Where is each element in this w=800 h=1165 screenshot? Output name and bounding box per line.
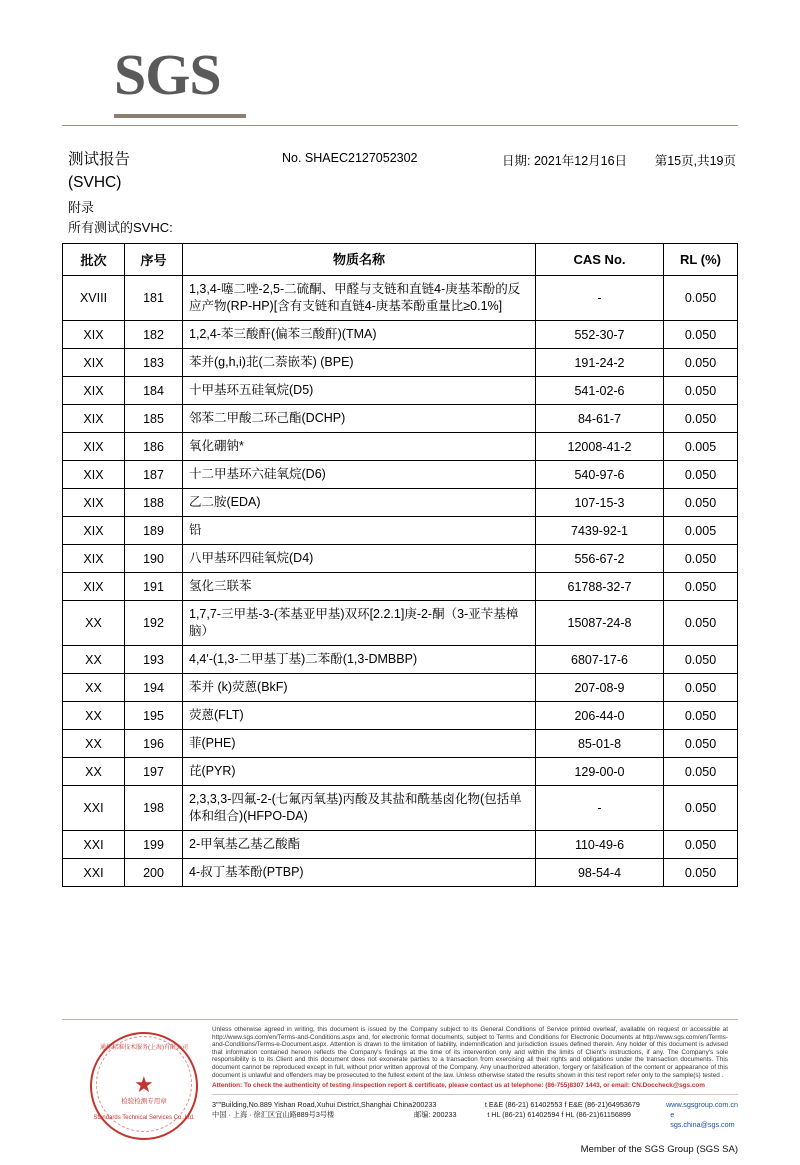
cell-batch: XX [63, 758, 125, 786]
cell-substance-name: 乙二胺(EDA) [183, 489, 536, 517]
cell-batch: XIX [63, 573, 125, 601]
cell-rl-value: 0.050 [664, 730, 738, 758]
company-stamp-icon [90, 1032, 202, 1144]
table-header-row [63, 244, 738, 276]
table-row [63, 349, 738, 377]
appendix-label: 附录 [68, 200, 95, 215]
cell-rl-value: 0.050 [664, 674, 738, 702]
address-en: 3""Building,No.889 Yishan Road,Xuhui District,Shanghai China [212, 1100, 413, 1110]
table-row [63, 601, 738, 646]
cell-batch: XXI [63, 786, 125, 831]
cell-cas-number: 15087-24-8 [536, 601, 664, 646]
cell-cas-number: - [536, 786, 664, 831]
cell-substance-name: 1,2,4-苯三酸酐(偏苯三酸酐)(TMA) [183, 321, 536, 349]
cell-rl-value: 0.050 [664, 349, 738, 377]
cell-substance-name: 十甲基环五硅氧烷(D5) [183, 377, 536, 405]
cell-batch: XIX [63, 461, 125, 489]
cell-rl-value: 0.050 [664, 489, 738, 517]
table-row [63, 831, 738, 859]
cell-rl-value: 0.050 [664, 573, 738, 601]
report-footer [0, 1019, 800, 1144]
table-row [63, 517, 738, 545]
cell-index: 192 [125, 601, 183, 646]
cell-index: 186 [125, 433, 183, 461]
page-title-line1: 测试报告 [68, 151, 131, 168]
column-header-index: 序号 [125, 244, 183, 276]
cell-cas-number: - [536, 276, 664, 321]
cell-cas-number: 98-54-4 [536, 859, 664, 887]
cell-substance-name: 邻苯二甲酸二环己酯(DCHP) [183, 405, 536, 433]
address-cn: 中国 · 上海 · 徐汇区宜山路889号3号楼 [212, 1110, 335, 1120]
cell-batch: XIX [63, 321, 125, 349]
cell-cas-number: 85-01-8 [536, 730, 664, 758]
cell-index: 191 [125, 573, 183, 601]
member-note: Member of the SGS Group (SGS SA) [580, 1144, 738, 1155]
cell-cas-number: 84-61-7 [536, 405, 664, 433]
cell-rl-value: 0.050 [664, 321, 738, 349]
cell-cas-number: 12008-41-2 [536, 433, 664, 461]
cell-batch: XIX [63, 349, 125, 377]
cell-substance-name: 八甲基环四硅氧烷(D4) [183, 545, 536, 573]
cell-index: 194 [125, 674, 183, 702]
cell-substance-name: 1,7,7-三甲基-3-(苯基亚甲基)双环[2.2.1]庚-2-酮（3-亚苄基樟脑） [183, 601, 536, 646]
cell-substance-name: 1,3,4-噻二唑-2,5-二硫酮、甲醛与支链和直链4-庚基苯酚的反应产物(RP-HP)[含有支链和直链4-庚基苯酚重量比≥0.1%] [183, 276, 536, 321]
table-row [63, 573, 738, 601]
cell-rl-value: 0.050 [664, 461, 738, 489]
cell-index: 198 [125, 786, 183, 831]
footer-address-divider [212, 1094, 738, 1095]
cell-substance-name: 菲(PHE) [183, 730, 536, 758]
cell-cas-number: 207-08-9 [536, 674, 664, 702]
cell-rl-value: 0.050 [664, 405, 738, 433]
table-row [63, 674, 738, 702]
legal-text: Unless otherwise agreed in writing, this document is issued by the Company subject to its General Conditions of Service printed overleaf, available on request or accessible at http://www.sgs.com/en/Terms-and-Conditions.aspx and, for electronic format documents, subject to Terms and Conditions for Electronic Documents at http://www.sgs.com/en/Terms-and-Conditions/Terms-e-Document.aspx. Attention is drawn to the limitation of liability, indemnification and jurisdiction issues defined therein. Any holder of this document is advised that information contained hereon reflects the Company's findings at the time of its intervention only and within the limits of Client's instructions, if any. The Company's sole responsibility is to its Client and this document does not exonerate parties to a transaction from exercising all their rights and obligations under the transaction documents. This document cannot be reproduced except in full, without prior written approval of the Company. Any unauthorized alteration, forgery or falsification of the content or appearance of this document is unlawful and offenders may be prosecuted to the fullest extent of the law. Unless otherwise stated the results shown in this test report refer only to the sample(s) tested . [212, 1026, 728, 1079]
report-page [0, 34, 800, 1165]
cell-substance-name: 苯并 (k)荧蒽(BkF) [183, 674, 536, 702]
cell-substance-name: 氢化三联苯 [183, 573, 536, 601]
cell-rl-value: 0.050 [664, 646, 738, 674]
report-number: No. SHAEC2127052302 [282, 151, 418, 165]
footer-divider [62, 1019, 738, 1020]
cell-rl-value: 0.050 [664, 831, 738, 859]
cell-cas-number: 540-97-6 [536, 461, 664, 489]
stamp-mid-text: 检验检测专用章 [121, 1098, 167, 1105]
cell-index: 199 [125, 831, 183, 859]
cell-index: 187 [125, 461, 183, 489]
cell-batch: XXI [63, 859, 125, 887]
address-en-tel: t E&E (86-21) 61402553 f E&E (86-21)64953679 [484, 1100, 640, 1110]
column-header-rl: RL (%) [664, 244, 738, 276]
svhc-table [62, 243, 738, 887]
appendix-section [62, 198, 738, 237]
legal-attention: Attention: To check the authenticity of testing /inspection report & certificate, please contact us at telephone: (86-755)8307 1443, or email: CN.Doccheck@sgs.com [212, 1082, 705, 1090]
cell-cas-number: 541-02-6 [536, 377, 664, 405]
address-cn-email: e sgs.china@sgs.com [670, 1110, 735, 1130]
cell-batch: XIX [63, 433, 125, 461]
cell-index: 196 [125, 730, 183, 758]
table-row [63, 730, 738, 758]
table-row [63, 461, 738, 489]
cell-substance-name: 4-叔丁基苯酚(PTBP) [183, 859, 536, 887]
cell-rl-value: 0.005 [664, 433, 738, 461]
cell-batch: XX [63, 646, 125, 674]
cell-rl-value: 0.050 [664, 545, 738, 573]
report-header [62, 34, 738, 126]
cell-cas-number: 556-67-2 [536, 545, 664, 573]
sgs-logo: SGS [114, 42, 221, 107]
address-row-cn [212, 1110, 738, 1130]
title-row [62, 148, 738, 194]
cell-index: 200 [125, 859, 183, 887]
table-row [63, 489, 738, 517]
cell-index: 184 [125, 377, 183, 405]
column-header-batch: 批次 [63, 244, 125, 276]
address-en-zip: 200233 [412, 1100, 437, 1110]
cell-substance-name: 十二甲基环六硅氧烷(D6) [183, 461, 536, 489]
cell-substance-name: 铅 [183, 517, 536, 545]
cell-index: 188 [125, 489, 183, 517]
cell-cas-number: 107-15-3 [536, 489, 664, 517]
page-title [68, 148, 130, 194]
cell-rl-value: 0.050 [664, 859, 738, 887]
cell-batch: XIX [63, 405, 125, 433]
cell-batch: XXI [63, 831, 125, 859]
legal-notice [212, 1026, 738, 1090]
address-en-web: www.sgsgroup.com.cn [666, 1100, 738, 1110]
table-row [63, 433, 738, 461]
cell-batch: XX [63, 674, 125, 702]
cell-index: 197 [125, 758, 183, 786]
cell-batch: XX [63, 601, 125, 646]
cell-batch: XVIII [63, 276, 125, 321]
cell-substance-name: 芘(PYR) [183, 758, 536, 786]
cell-index: 193 [125, 646, 183, 674]
cell-cas-number: 6807-17-6 [536, 646, 664, 674]
table-row [63, 786, 738, 831]
cell-rl-value: 0.005 [664, 517, 738, 545]
table-row [63, 859, 738, 887]
column-header-cas: CAS No. [536, 244, 664, 276]
cell-batch: XIX [63, 517, 125, 545]
cell-cas-number: 206-44-0 [536, 702, 664, 730]
cell-rl-value: 0.050 [664, 758, 738, 786]
address-row-en [212, 1100, 738, 1110]
table-row [63, 321, 738, 349]
table-row [63, 276, 738, 321]
cell-cas-number: 191-24-2 [536, 349, 664, 377]
address-cn-tel: t HL (86-21) 61402594 f HL (86-21)61156899 [487, 1110, 631, 1120]
stamp-side-text: 通标标准技术服务(上海)有限公司 [100, 1045, 188, 1051]
cell-cas-number: 110-49-6 [536, 831, 664, 859]
cell-substance-name: 2,3,3,3-四氟-2-(七氟丙氧基)丙酸及其盐和酰基卤化物(包括单体和组合)(HFPO-DA) [183, 786, 536, 831]
footer-address [212, 1100, 738, 1130]
address-cn-zip: 邮编: 200233 [414, 1110, 457, 1120]
table-row [63, 702, 738, 730]
cell-rl-value: 0.050 [664, 601, 738, 646]
cell-substance-name: 2-甲氧基乙基乙酸酯 [183, 831, 536, 859]
page-indicator: 第15页,共19页 [654, 154, 736, 168]
cell-substance-name: 4,4'-(1,3-二甲基丁基)二苯酚(1,3-DMBBP) [183, 646, 536, 674]
page-title-line2: (SVHC) [68, 174, 122, 191]
cell-substance-name: 荧蒽(FLT) [183, 702, 536, 730]
cell-cas-number: 61788-32-7 [536, 573, 664, 601]
table-row [63, 646, 738, 674]
table-row [63, 377, 738, 405]
appendix-subtitle: 所有测试的SVHC: [68, 220, 173, 235]
cell-rl-value: 0.050 [664, 276, 738, 321]
cell-batch: XIX [63, 489, 125, 517]
cell-rl-value: 0.050 [664, 786, 738, 831]
cell-rl-value: 0.050 [664, 377, 738, 405]
cell-batch: XIX [63, 377, 125, 405]
logo-underline [114, 114, 246, 118]
cell-index: 195 [125, 702, 183, 730]
cell-substance-name: 氧化硼钠* [183, 433, 536, 461]
cell-batch: XIX [63, 545, 125, 573]
report-date: 日期: 2021年12月16日 [502, 154, 628, 168]
cell-index: 189 [125, 517, 183, 545]
table-row [63, 405, 738, 433]
stamp-bottom-text: Standards Technical Services Co.,Ltd. [93, 1115, 195, 1121]
star-icon: ★ [134, 1072, 154, 1097]
table-row [63, 545, 738, 573]
cell-index: 181 [125, 276, 183, 321]
cell-substance-name: 苯并(g,h,i)苝(二萘嵌苯) (BPE) [183, 349, 536, 377]
cell-cas-number: 129-00-0 [536, 758, 664, 786]
cell-index: 183 [125, 349, 183, 377]
cell-batch: XX [63, 702, 125, 730]
cell-index: 190 [125, 545, 183, 573]
cell-batch: XX [63, 730, 125, 758]
cell-index: 182 [125, 321, 183, 349]
cell-cas-number: 7439-92-1 [536, 517, 664, 545]
table-row [63, 758, 738, 786]
cell-rl-value: 0.050 [664, 702, 738, 730]
cell-index: 185 [125, 405, 183, 433]
column-header-substance: 物质名称 [183, 244, 536, 276]
cell-cas-number: 552-30-7 [536, 321, 664, 349]
